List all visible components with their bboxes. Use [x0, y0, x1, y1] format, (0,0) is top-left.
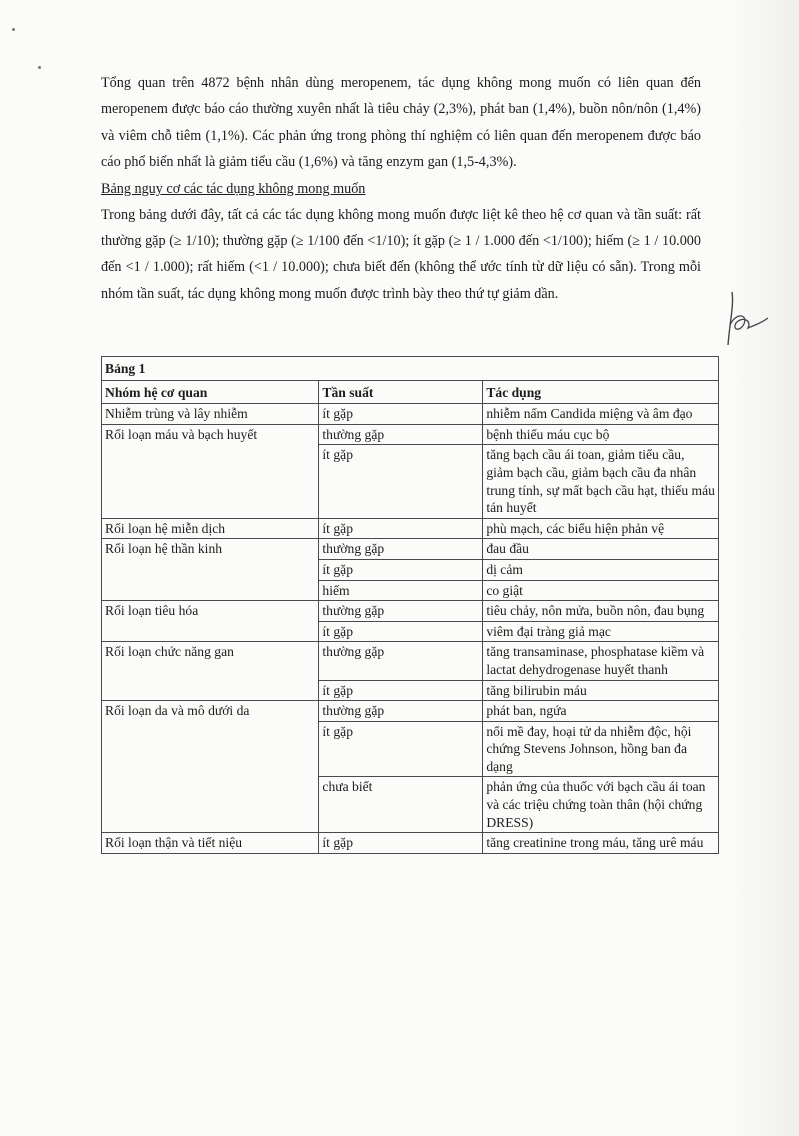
effect-cell: phù mạch, các biểu hiện phản vệ: [483, 518, 719, 539]
header-organ-system: Nhóm hệ cơ quan: [102, 380, 319, 404]
effect-cell: đau đầu: [483, 539, 719, 560]
frequency-cell: thường gặp: [319, 539, 483, 560]
effect-cell: dị cảm: [483, 559, 719, 580]
effect-cell: tăng bạch cầu ái toan, giảm tiểu cầu, giảm bạch cầu, giảm bạch cầu đa nhân trung tính, sự mất bạch cầu hạt, thiếu máu tán huyết: [483, 445, 719, 518]
effect-cell: tăng transaminase, phosphatase kiềm và lactat dehydrogenase huyết thanh: [483, 642, 719, 680]
organ-system-cell: Rối loạn hệ miễn dịch: [102, 518, 319, 539]
table-row: [102, 601, 719, 622]
effect-cell: nổi mề đay, hoại tử da nhiễm độc, hội chứng Stevens Johnson, hồng ban đa dạng: [483, 721, 719, 777]
organ-system-cell: Rối loạn chức năng gan: [102, 642, 319, 701]
table-caption: Bảng 1: [102, 357, 719, 381]
frequency-cell: ít gặp: [319, 833, 483, 854]
frequency-cell: ít gặp: [319, 404, 483, 425]
scan-speck: [12, 28, 15, 31]
table-row: [102, 833, 719, 854]
effect-cell: nhiễm nấm Candida miệng và âm đạo: [483, 404, 719, 425]
table-row: [102, 424, 719, 445]
table-body: [102, 404, 719, 854]
frequency-cell: ít gặp: [319, 518, 483, 539]
frequency-cell: thường gặp: [319, 424, 483, 445]
frequency-cell: ít gặp: [319, 445, 483, 518]
organ-system-cell: Rối loạn thận và tiết niệu: [102, 833, 319, 854]
effect-cell: phát ban, ngứa: [483, 701, 719, 722]
effect-cell: tăng creatinine trong máu, tăng urê máu: [483, 833, 719, 854]
adverse-effects-table: [101, 356, 719, 854]
effect-cell: phản ứng của thuốc với bạch cầu ái toan và các triệu chứng toàn thân (hội chứng DRESS): [483, 777, 719, 833]
effect-cell: tăng bilirubin máu: [483, 680, 719, 701]
frequency-cell: thường gặp: [319, 642, 483, 680]
organ-system-cell: Rối loạn tiêu hóa: [102, 601, 319, 642]
table-row: [102, 404, 719, 425]
table-header-row: [102, 380, 719, 404]
effect-cell: co giật: [483, 580, 719, 601]
handwritten-signature: [722, 290, 772, 350]
organ-system-cell: Rối loạn hệ thần kinh: [102, 539, 319, 601]
risk-table-heading: Bảng nguy cơ các tác dụng không mong muốn: [101, 180, 366, 197]
header-effect: Tác dụng: [483, 380, 719, 404]
effect-cell: bệnh thiếu máu cục bộ: [483, 424, 719, 445]
header-frequency: Tần suất: [319, 380, 483, 404]
organ-system-cell: Rối loạn máu và bạch huyết: [102, 424, 319, 518]
scan-speck: [38, 66, 41, 69]
frequency-cell: thường gặp: [319, 701, 483, 722]
intro-paragraph: Tổng quan trên 4872 bệnh nhân dùng meropenem, tác dụng không mong muốn có liên quan đến meropenem được báo cáo thường xuyên nhất là tiêu chảy (2,3%), phát ban (1,4%), buồn nôn/nôn (1,4%) và viêm chỗ tiêm (1,1%). Các phản ứng trong phòng thí nghiệm có liên quan đến meropenem được báo cáo phổ biến nhất là giảm tiểu cầu (1,6%) và tăng enzym gan (1,5-4,3%).: [101, 75, 701, 171]
organ-system-cell: Rối loạn da và mô dưới da: [102, 701, 319, 833]
effect-cell: viêm đại tràng giả mạc: [483, 621, 719, 642]
organ-system-cell: Nhiễm trùng và lây nhiễm: [102, 404, 319, 425]
frequency-cell: ít gặp: [319, 680, 483, 701]
frequency-cell: ít gặp: [319, 721, 483, 777]
table-row: [102, 701, 719, 722]
effect-cell: tiêu chảy, nôn mửa, buồn nôn, đau bụng: [483, 601, 719, 622]
page-edge-shadow: [729, 0, 799, 1136]
frequency-cell: chưa biết: [319, 777, 483, 833]
table-caption-row: [102, 357, 719, 381]
frequency-cell: thường gặp: [319, 601, 483, 622]
frequency-cell: hiếm: [319, 580, 483, 601]
table-row: [102, 518, 719, 539]
document-body: [101, 70, 701, 307]
risk-paragraph: Trong bảng dưới đây, tất cả các tác dụng không mong muốn được liệt kê theo hệ cơ quan và tần suất: rất thường gặp (≥ 1/10); thường gặp (≥ 1/100 đến <1/10); ít gặp (≥ 1 / 1.000 đến <1/100); hiếm (≥ 1 / 10.000 đến <1 / 1.000); rất hiếm (<1 / 10.000); chưa biết đến (không thể ước tính từ dữ liệu có sẵn). Trong mỗi nhóm tần suất, tác dụng không mong muốn được trình bày theo thứ tự giảm dần.: [101, 206, 701, 302]
table-row: [102, 642, 719, 680]
table-row: [102, 539, 719, 560]
frequency-cell: ít gặp: [319, 621, 483, 642]
frequency-cell: ít gặp: [319, 559, 483, 580]
